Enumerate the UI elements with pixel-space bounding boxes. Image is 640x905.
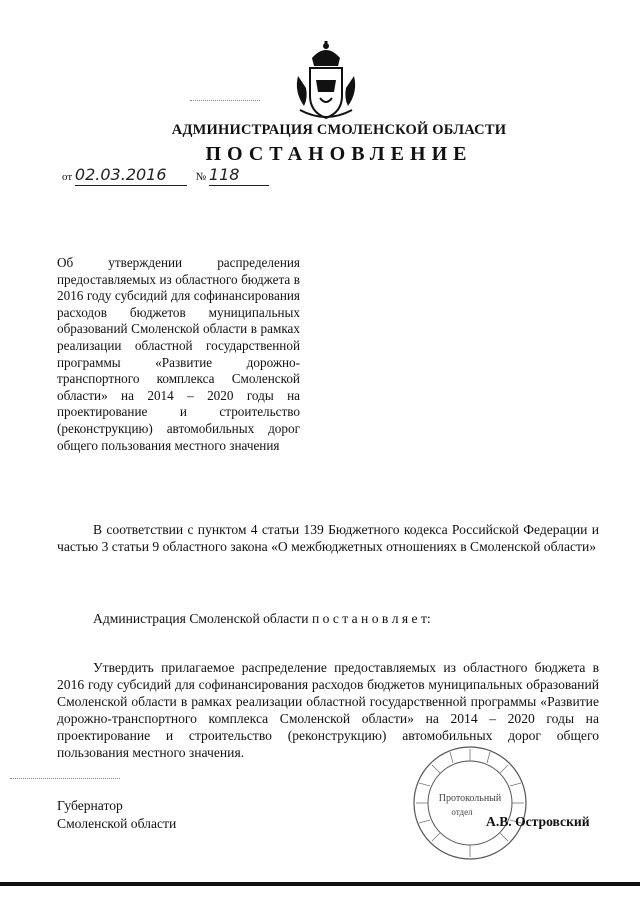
number-label: № xyxy=(195,171,207,183)
resolves-line: Администрация Смоленской области п о с т а н о в л я е т: xyxy=(93,611,431,626)
date-from-label: от xyxy=(62,171,73,183)
position-line-1: Губернатор xyxy=(57,798,123,813)
stamp-text-1: Протокольный xyxy=(438,793,502,804)
signatory-name: А.В. Островский xyxy=(486,814,590,829)
position-line-2: Смоленской области xyxy=(57,816,177,831)
scan-artifact xyxy=(190,100,260,101)
number-value: 118 xyxy=(208,165,240,184)
date-field xyxy=(75,167,187,186)
official-stamp-icon xyxy=(410,743,530,863)
coat-of-arms-icon xyxy=(290,40,362,122)
document-subject: Об утверждении распределения предоставляемых из областного бюджета в 2016 году субсидий для софинансирования расходов бюджетов муниципальных образований Смоленской области в рамках реализации областной государственной программы «Развитие дорожно-транспортного комплекса Смоленской области» на 2014 – 2020 годы на проектирование и строительство (реконструкцию) автомобильных дорог общего пользования местного значения xyxy=(57,255,300,453)
document-type-title: ПОСТАНОВЛЕНИЕ xyxy=(205,143,473,165)
preamble-paragraph: В соответствии с пунктом 4 статьи 139 Бюджетного кодекса Российской Федерации и частью 3 статьи 9 областного закона «О межбюджетных отношениях в Смоленской области» xyxy=(57,522,599,554)
number-field xyxy=(209,167,269,186)
organization-title: АДМИНИСТРАЦИЯ СМОЛЕНСКОЙ ОБЛАСТИ xyxy=(171,122,507,138)
decision-paragraph: Утвердить прилагаемое распределение предоставляемых из областного бюджета в 2016 году субсидий для софинансирования расходов бюджетов муниципальных образований Смоленской области в рамках реализации областной государственной программы «Развитие дорожно-транспортного комплекса Смоленской области» на 2014 – 2020 годы на проектирование и строительство (реконструкцию) автомобильных дорог общего пользования местного значения. xyxy=(57,660,599,760)
scan-artifact xyxy=(10,778,120,779)
date-number-line xyxy=(62,167,269,186)
date-value: 02.03.2016 xyxy=(74,165,167,184)
stamp-text-2: отдел xyxy=(451,807,473,817)
page-bottom-rule xyxy=(0,882,640,886)
signatory-position xyxy=(57,797,176,833)
